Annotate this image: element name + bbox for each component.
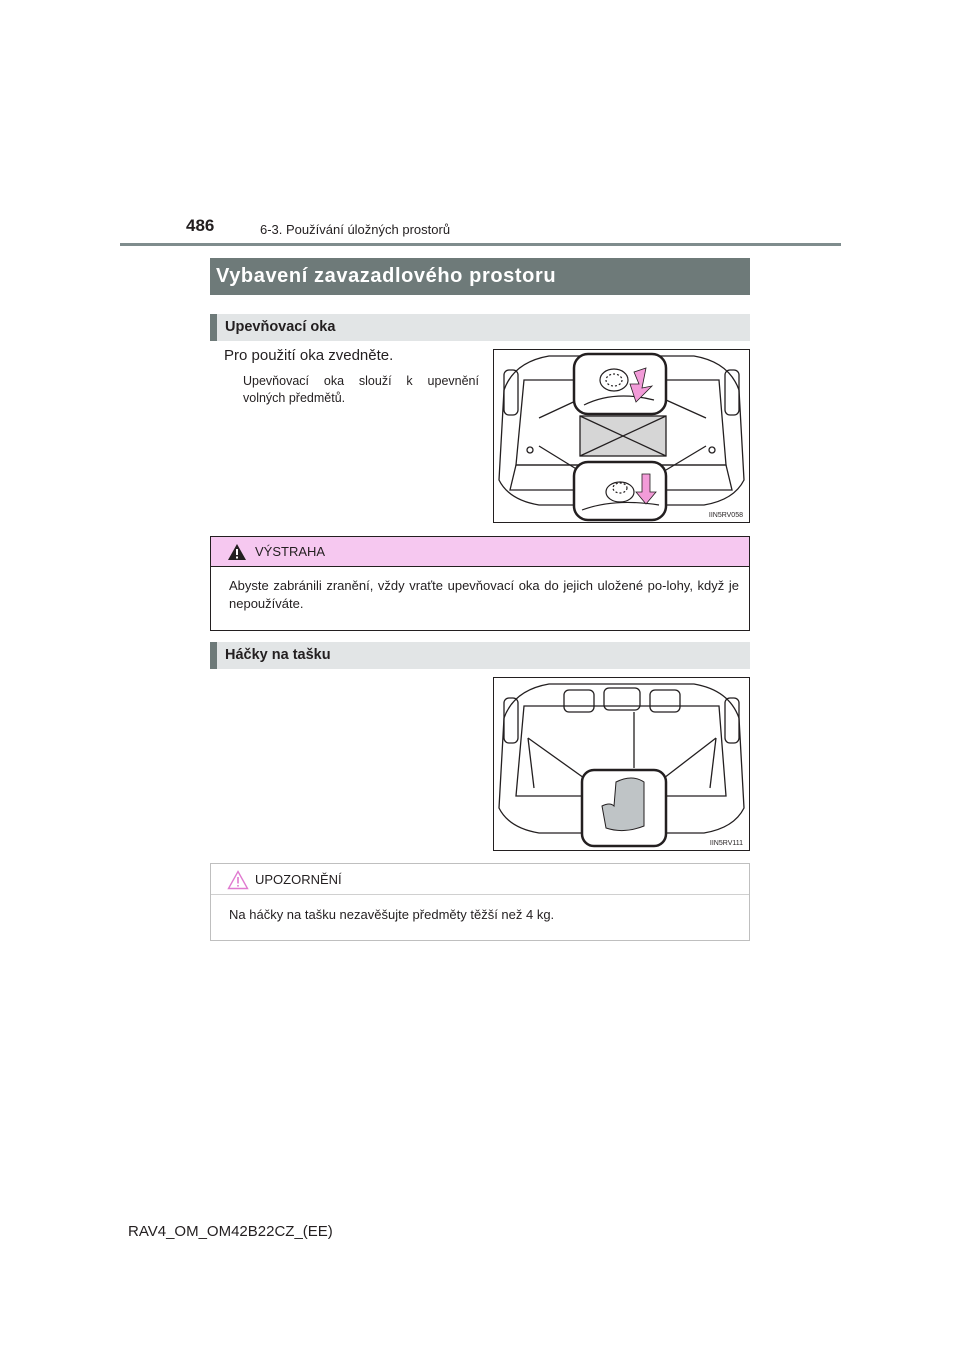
bag-hook-illustration xyxy=(494,678,749,850)
notice-header xyxy=(211,864,749,895)
caution-triangle-icon xyxy=(227,870,249,890)
notice-text: Na háčky na tašku nezavěšujte předměty těžší než 4 kg. xyxy=(229,907,555,922)
figure-code: IIN5RV058 xyxy=(708,512,743,519)
chapter-title: Vybavení zavazadlového prostoru xyxy=(210,258,750,295)
warning-label: VÝSTRAHA xyxy=(255,544,326,559)
tie-down-description: Upevňovací oka slouží k upevnění volných předmětů. xyxy=(243,374,479,405)
tie-down-heading: Upevňovací oka xyxy=(210,314,750,341)
tie-down-figure xyxy=(493,349,750,523)
page-number: 486 xyxy=(186,216,215,235)
warning-text: Abyste zabránili zranění, vždy vraťte upevňovací oka do jejich uložené po-lohy, když je nepoužíváte. xyxy=(229,578,739,611)
figure-code: IIN5RV111 xyxy=(709,840,743,847)
document-code: RAV4_OM_OM42B22CZ_(EE) xyxy=(128,1223,333,1240)
cargo-tie-down-illustration xyxy=(494,350,749,522)
section-reference: 6-3. Používání úložných prostorů xyxy=(260,222,451,237)
warning-box xyxy=(210,536,750,631)
notice-box xyxy=(210,863,750,941)
warning-header xyxy=(211,537,749,567)
tie-down-instruction: Pro použití oka zvedněte. xyxy=(224,347,394,364)
bag-hooks-figure xyxy=(493,677,750,851)
bag-hooks-heading: Háčky na tašku xyxy=(210,642,750,669)
notice-label: UPOZORNĚNÍ xyxy=(255,872,342,887)
header-rule xyxy=(120,243,841,246)
warning-triangle-icon xyxy=(227,543,247,561)
